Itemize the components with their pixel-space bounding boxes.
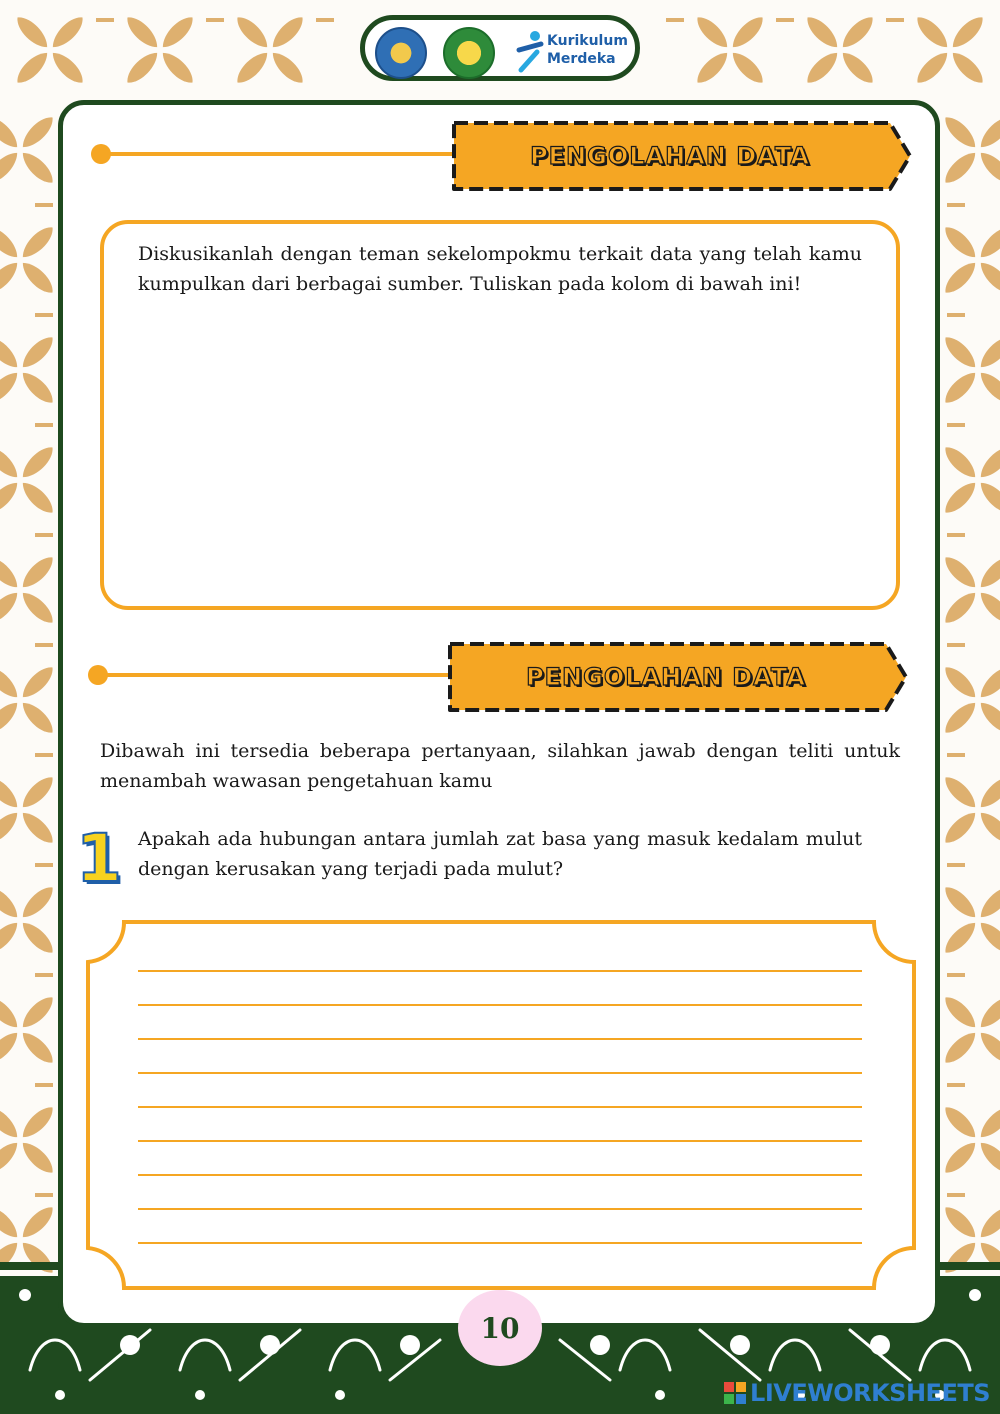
liveworksheets-watermark [724, 1378, 990, 1408]
section-2-title: PENGOLAHAN DATA [526, 663, 806, 691]
section-2-banner [446, 640, 912, 714]
brand-line-1: Kurikulum [547, 33, 628, 49]
question-1-number: 1 [76, 820, 122, 897]
answer-line[interactable] [138, 1072, 862, 1074]
watermark-text: LIVEWORKSHEETS [750, 1379, 990, 1407]
section-1-line [100, 152, 460, 156]
question-1-answer-box[interactable] [84, 918, 918, 1292]
section-1-banner [450, 119, 916, 193]
answer-line[interactable] [138, 1038, 862, 1040]
section-2-line [97, 673, 457, 677]
answer-line[interactable] [138, 1208, 862, 1210]
kurikulum-merdeka-icon [515, 30, 545, 74]
liveworksheets-icon [724, 1382, 746, 1404]
answer-line[interactable] [138, 1106, 862, 1108]
page-number: 10 [458, 1290, 542, 1366]
kurikulum-merdeka-wordmark [547, 32, 637, 68]
logo-header [360, 15, 640, 81]
answer-line[interactable] [138, 1242, 862, 1244]
answer-line[interactable] [138, 1004, 862, 1006]
question-1-text: Apakah ada hubungan antara jumlah zat basa yang masuk kedalam mulut dengan kerusakan yang terjadi pada mulut? [138, 828, 862, 880]
kemdikbud-logo [375, 27, 427, 79]
province-logo [443, 27, 495, 79]
section-2-intro: Dibawah ini tersedia beberapa pertanyaan, silahkan jawab dengan teliti untuk menambah wawasan pengetahuan kamu [100, 740, 900, 792]
section-1-title: PENGOLAHAN DATA [530, 142, 810, 170]
brand-line-2: Merdeka [547, 51, 616, 67]
answer-line[interactable] [138, 1140, 862, 1142]
answer-line[interactable] [138, 1174, 862, 1176]
answer-line[interactable] [138, 970, 862, 972]
section-1-instruction: Diskusikanlah dengan teman sekelompokmu terkait data yang telah kamu kumpulkan dari berbagai sumber. Tuliskan pada kolom di bawah ini! [138, 243, 862, 295]
